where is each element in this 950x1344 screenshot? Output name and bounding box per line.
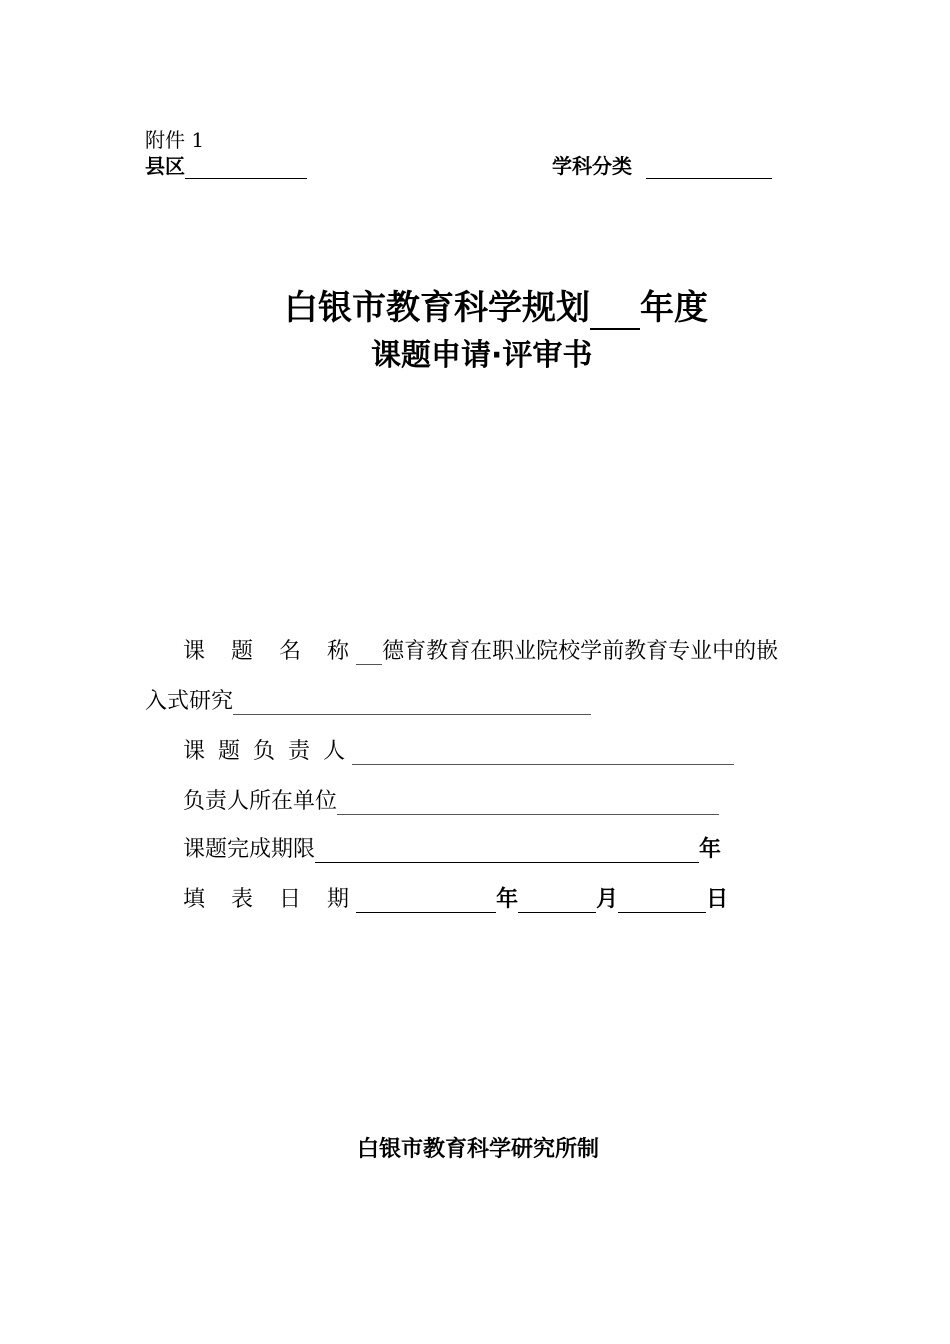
title-line1 — [284, 280, 708, 330]
label-char: 负 — [253, 739, 276, 764]
label-char: 填 — [183, 887, 206, 912]
label-char: 表 — [231, 887, 254, 912]
label-char: 日 — [279, 887, 302, 912]
topic-name-value-line1[interactable]: 德育教育在职业院校学前教育专业中的嵌 — [382, 639, 779, 664]
topic-name-row — [183, 634, 778, 665]
title-line2: 课题申请·评审书 — [371, 338, 593, 373]
topic-name-underline — [356, 639, 382, 665]
date-day-unit: 日 — [706, 887, 729, 912]
attachment-label: 附件 1 — [145, 128, 205, 152]
deadline-unit: 年 — [699, 837, 722, 862]
unit-row — [183, 784, 719, 815]
date-label — [183, 887, 356, 912]
topic-name-underline-2 — [233, 689, 591, 715]
county-field[interactable] — [185, 154, 307, 179]
label-char: 称 — [327, 639, 350, 664]
leader-field[interactable] — [352, 739, 734, 765]
title-suffix: 年度 — [640, 288, 708, 328]
deadline-row — [183, 832, 721, 863]
date-month-unit: 月 — [596, 887, 619, 912]
deadline-label: 课题完成期限 — [183, 837, 316, 862]
topic-name-label — [183, 639, 356, 664]
deadline-field[interactable] — [315, 837, 699, 863]
footer-org: 白银市教育科学研究所制 — [357, 1137, 600, 1162]
subject-field[interactable] — [646, 154, 772, 179]
title-year-field[interactable] — [590, 288, 640, 330]
label-char: 题 — [218, 739, 241, 764]
label-char: 期 — [327, 887, 350, 912]
date-year-field[interactable] — [356, 887, 496, 913]
topic-name-value-line2[interactable]: 入式研究 — [145, 689, 234, 714]
topic-name-row-2 — [145, 684, 591, 715]
label-char: 责 — [288, 739, 311, 764]
subject-label: 学科分类 — [552, 154, 632, 178]
label-char: 课 — [183, 739, 206, 764]
date-day-field[interactable] — [618, 887, 706, 913]
date-year-unit: 年 — [496, 887, 519, 912]
unit-field[interactable] — [337, 789, 719, 815]
leader-label — [183, 739, 352, 764]
date-month-field[interactable] — [518, 887, 596, 913]
county-row — [145, 150, 307, 179]
county-label: 县区 — [145, 154, 185, 178]
label-char: 名 — [279, 639, 302, 664]
date-row — [183, 882, 728, 913]
label-char: 人 — [323, 739, 346, 764]
subject-row — [552, 150, 772, 179]
leader-row — [183, 734, 734, 765]
unit-label: 负责人所在单位 — [183, 789, 338, 814]
label-char: 课 — [183, 639, 206, 664]
label-char: 题 — [231, 639, 254, 664]
title-prefix: 白银市教育科学规划 — [284, 288, 590, 328]
